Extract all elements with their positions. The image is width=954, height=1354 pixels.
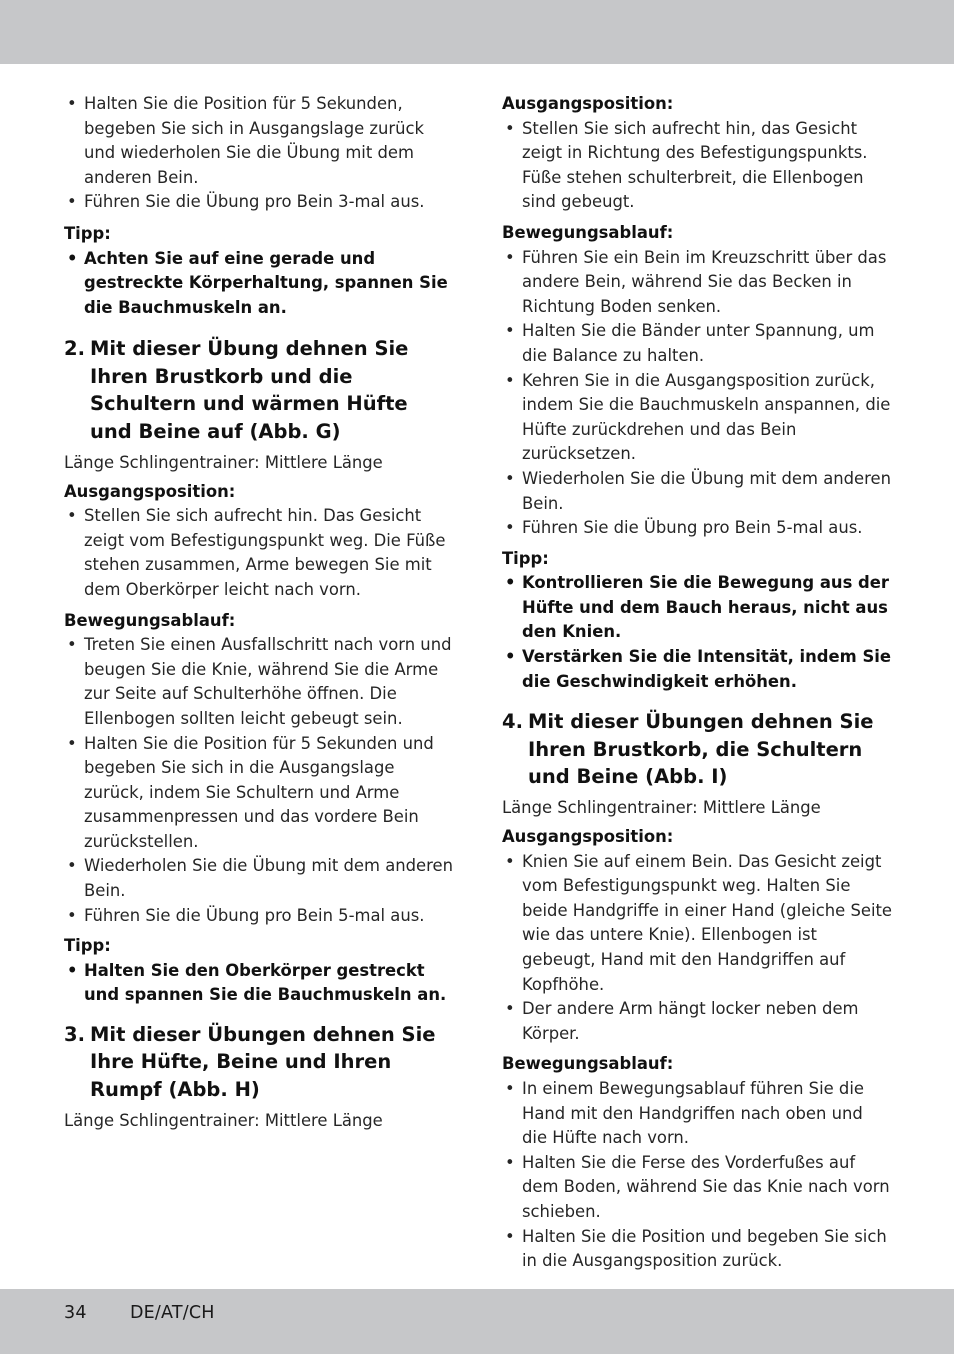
tip-bullet-list xyxy=(64,959,456,1008)
page-number: 34 xyxy=(64,1303,87,1323)
movement-label: Bewegungsablauf: xyxy=(64,610,236,630)
tip-bullet-list xyxy=(64,247,456,321)
list-item: • Halten Sie die Position für 5 Sekunden und begeben Sie sich in die Ausgangslage zurück, indem Sie Schultern und Arme zusammenpressen und das vordere Bein zurückstellen. xyxy=(64,732,456,855)
region-label: DE/AT/CH xyxy=(130,1303,215,1323)
trainer-length: Länge Schlingentrainer: Mittlere Länge xyxy=(64,452,383,472)
exercise-number: 4. xyxy=(502,710,523,734)
list-item: • Kontrollieren Sie die Bewegung aus der Hüfte und dem Bauch heraus, nicht aus den Knien. xyxy=(502,571,892,645)
list-item: • Führen Sie die Übung pro Bein 5-mal aus. xyxy=(64,904,456,929)
list-item: • Führen Sie die Übung pro Bein 5-mal aus. xyxy=(502,516,892,541)
trainer-length: Länge Schlingentrainer: Mittlere Länge xyxy=(64,1111,383,1131)
intro-bullet-list xyxy=(64,92,456,215)
exercise-number: 3. xyxy=(64,1023,85,1047)
list-item: • In einem Bewegungsablauf führen Sie die Hand mit den Handgriffen nach oben und die Hüfte nach vorn. xyxy=(502,1077,892,1151)
list-item: • Halten Sie den Oberkörper gestreckt und spannen Sie die Bauchmuskeln an. xyxy=(64,959,456,1008)
list-item: • Halten Sie die Ferse des Vorderfußes auf dem Boden, während Sie das Knie nach vorn schieben. xyxy=(502,1151,892,1225)
tip-bullet-list xyxy=(502,571,892,694)
list-item: • Der andere Arm hängt locker neben dem Körper. xyxy=(502,997,892,1046)
trainer-length: Länge Schlingentrainer: Mittlere Länge xyxy=(502,798,821,818)
tip-label: Tipp: xyxy=(64,223,111,243)
start-position-label: Ausgangsposition: xyxy=(502,827,674,847)
right-column xyxy=(502,92,892,1274)
list-item: • Treten Sie einen Ausfallschritt nach vorn und beugen Sie die Knie, während Sie die Arme zur Seite auf Schulterhöhe öffnen. Die Ellenbogen sollten leicht gebeugt sein. xyxy=(64,633,456,731)
exercise-title: Mit dieser Übungen dehnen Sie Ihre Hüfte, Beine und Ihren Rumpf (Abb. H) xyxy=(90,1023,436,1101)
start-position-label: Ausgangsposition: xyxy=(502,94,674,113)
start-position-list xyxy=(502,850,892,1047)
movement-list xyxy=(502,246,892,541)
start-position-list xyxy=(64,504,456,602)
list-item: • Achten Sie auf eine gerade und gestreckte Körperhaltung, spannen Sie die Bauchmuskeln an. xyxy=(64,247,456,321)
movement-label: Bewegungsablauf: xyxy=(502,1054,674,1074)
exercise-number: 2. xyxy=(64,337,85,361)
tip-label: Tipp: xyxy=(64,936,111,956)
list-item: • Kehren Sie in die Ausgangsposition zurück, indem Sie die Bauchmuskeln anspannen, die Hüfte zurückdrehen und das Bein zurücksetzen. xyxy=(502,369,892,467)
start-position-list xyxy=(502,117,892,215)
list-item: • Führen Sie ein Bein im Kreuzschritt über das andere Bein, während Sie das Becken in Richtung Boden senken. xyxy=(502,246,892,320)
list-item: • Halten Sie die Bänder unter Spannung, um die Balance zu halten. xyxy=(502,319,892,368)
exercise-4-heading xyxy=(502,708,892,790)
exercise-title: Mit dieser Übungen dehnen Sie Ihren Brustkorb, die Schultern und Beine (Abb. I) xyxy=(528,710,874,789)
start-position-label: Ausgangsposition: xyxy=(64,481,236,501)
tip-label: Tipp: xyxy=(502,548,549,568)
list-item: • Knien Sie auf einem Bein. Das Gesicht zeigt vom Befestigungspunkt weg. Halten Sie beide Handgriffe in einer Hand (gleiche Seite wie das untere Knie). Ellenbogen ist gebeugt, Hand mit den Handgriffen auf Kopfhöhe. xyxy=(502,850,892,998)
left-column xyxy=(64,92,456,1137)
list-item: • Halten Sie die Position und begeben Sie sich in die Ausgangsposition zurück. xyxy=(502,1225,892,1274)
movement-label: Bewegungsablauf: xyxy=(502,222,674,242)
exercise-2-heading xyxy=(64,335,456,445)
list-item: • Verstärken Sie die Intensität, indem Sie die Geschwindigkeit erhöhen. xyxy=(502,645,892,694)
list-item: • Stellen Sie sich aufrecht hin. Das Gesicht zeigt vom Befestigungspunkt weg. Die Füße stehen zusammen, Arme bewegen Sie mit dem Oberkörper leicht nach vorn. xyxy=(64,504,456,602)
exercise-title: Mit dieser Übung dehnen Sie Ihren Brustkorb und die Schultern und wärmen Hüfte und Beine auf (Abb. G) xyxy=(90,337,409,443)
movement-list xyxy=(64,633,456,928)
list-item: • Wiederholen Sie die Übung mit dem anderen Bein. xyxy=(502,467,892,516)
list-item: • Halten Sie die Position für 5 Sekunden, begeben Sie sich in Ausgangslage zurück und wiederholen Sie die Übung mit dem anderen Bein. xyxy=(64,92,456,190)
list-item: • Führen Sie die Übung pro Bein 3-mal aus. xyxy=(64,190,456,215)
movement-list xyxy=(502,1077,892,1274)
list-item: • Stellen Sie sich aufrecht hin, das Gesicht zeigt in Richtung des Befestigungspunkts. Füße stehen schulterbreit, die Ellenbogen sind gebeugt. xyxy=(502,117,892,215)
list-item: • Wiederholen Sie die Übung mit dem anderen Bein. xyxy=(64,854,456,903)
header-bar xyxy=(0,0,954,64)
exercise-3-heading xyxy=(64,1021,456,1103)
